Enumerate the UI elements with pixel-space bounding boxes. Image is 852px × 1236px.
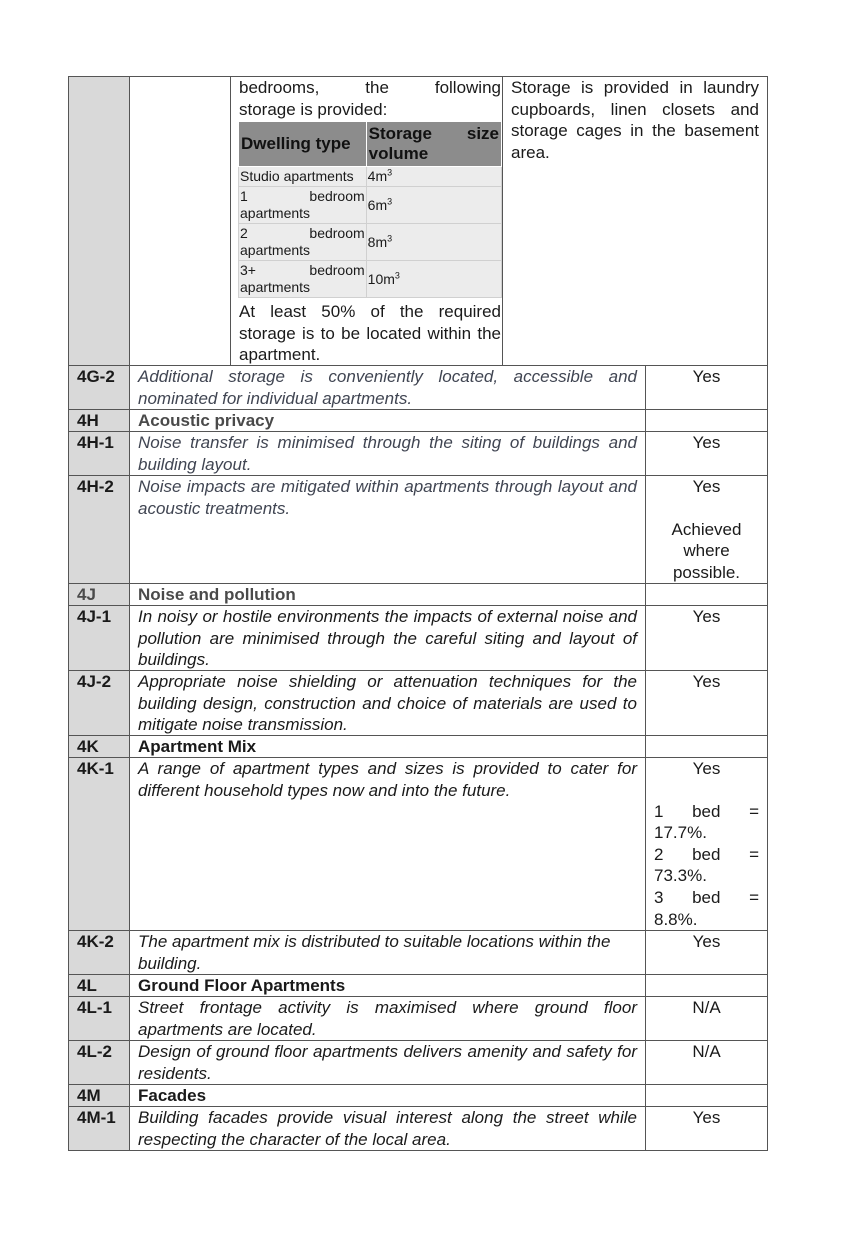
section-code: 4H (69, 410, 130, 431)
storage-size-cell: $8m^3$ (366, 224, 501, 261)
criterion-code: 4H-1 (69, 432, 130, 475)
response-cell: Yes (692, 932, 721, 951)
table-row (68, 432, 768, 476)
response-note: Achieved where possible. (671, 519, 742, 582)
section-heading: Ground Floor Apartments (130, 975, 646, 996)
dwelling-type-cell: 1 bedroom apartments (239, 187, 367, 224)
header-dwelling-type: Dwelling type (239, 122, 367, 167)
table-row (68, 606, 768, 671)
storage-footer-text: At least 50% of the required storage is to be located within the apartment. (239, 302, 501, 365)
criterion-text: The apartment mix is distributed to suitable locations within the building. (130, 931, 646, 974)
storage-response-cell: Storage is provided in laundry cupboards, linen closets and storage cages in the basement area. (511, 78, 759, 162)
criterion-code: 4J-1 (69, 606, 130, 670)
criterion-code: 4G-2 (69, 366, 130, 409)
apartment-mix-item: 1 bed = 17.7%. (654, 801, 759, 843)
response-cell: Yes (692, 367, 721, 386)
section-heading: Facades (130, 1085, 646, 1106)
section-heading-row (68, 736, 768, 758)
storage-size-cell: $6m^3$ (366, 187, 501, 224)
table-row (68, 758, 768, 931)
table-row (239, 261, 502, 298)
response-cell: N/A (692, 998, 721, 1017)
section-code: 4K (69, 736, 130, 757)
response-cell-empty (646, 975, 767, 996)
storage-row (68, 76, 768, 366)
table-row (68, 1041, 768, 1085)
table-row (239, 167, 502, 187)
adg-compliance-table (68, 76, 768, 1151)
dwelling-type-cell: 2 bedroom apartments (239, 224, 367, 261)
section-heading-row (68, 584, 768, 606)
criterion-text: Building facades provide visual interest along the street while respecting the character of the local area. (130, 1107, 646, 1150)
blank-cell (130, 77, 231, 365)
header-storage-size: Storage size volume (366, 122, 501, 167)
storage-intro-line1: bedrooms, the following (239, 78, 501, 97)
response-cell: Yes (692, 672, 721, 691)
criterion-text: In noisy or hostile environments the impacts of external noise and pollution are minimised through the careful siting and layout of buildings. (130, 606, 646, 670)
dwelling-type-cell: 3+ bedroom apartments (239, 261, 367, 298)
section-code: 4M (69, 1085, 130, 1106)
response-cell: Yes (692, 1108, 721, 1127)
response-cell (646, 476, 767, 583)
table-row (239, 224, 502, 261)
section-code: 4L (69, 975, 130, 996)
section-heading: Acoustic privacy (130, 410, 646, 431)
response-value: Yes (692, 477, 721, 496)
criterion-text: Street frontage activity is maximised where ground floor apartments are located. (130, 997, 646, 1040)
table-row (68, 671, 768, 736)
response-cell (646, 758, 767, 930)
table-row (68, 476, 768, 584)
table-row (68, 1107, 768, 1151)
section-heading-row (68, 975, 768, 997)
response-value: Yes (692, 759, 721, 778)
table-row (68, 366, 768, 410)
criterion-code: 4K-1 (69, 758, 130, 930)
storage-size-cell: $4m^3$ (366, 167, 501, 187)
response-cell-empty (646, 1085, 767, 1106)
criterion-code: 4M-1 (69, 1107, 130, 1150)
response-cell: Yes (692, 433, 721, 452)
section-heading-row (68, 410, 768, 432)
criterion-text: Appropriate noise shielding or attenuation techniques for the building design, construction and choice of materials are used to mitigate noise transmission. (130, 671, 646, 735)
table-row (68, 931, 768, 975)
dwelling-type-cell: Studio apartments (239, 167, 367, 187)
criterion-code: 4J-2 (69, 671, 130, 735)
storage-table-header (239, 122, 502, 167)
section-heading: Apartment Mix (130, 736, 646, 757)
section-heading: Noise and pollution (130, 584, 646, 605)
table-row (239, 187, 502, 224)
storage-volume-table (238, 121, 502, 298)
section-heading-row (68, 1085, 768, 1107)
code-cell-empty (69, 77, 130, 365)
storage-requirement-cell (230, 77, 503, 365)
criterion-code: 4K-2 (69, 931, 130, 974)
section-code: 4J (69, 584, 130, 605)
criterion-code: 4L-1 (69, 997, 130, 1040)
response-cell: Yes (692, 607, 721, 626)
storage-intro-line2: storage is provided: (239, 99, 388, 119)
criterion-text: Noise transfer is minimised through the siting of buildings and building layout. (130, 432, 646, 475)
apartment-mix-item: 2 bed = 73.3%. (654, 844, 759, 886)
criterion-text: Design of ground floor apartments delivers amenity and safety for residents. (130, 1041, 646, 1084)
response-cell-empty (646, 736, 767, 757)
criterion-text: Noise impacts are mitigated within apartments through layout and acoustic treatments. (130, 476, 646, 583)
criterion-code: 4L-2 (69, 1041, 130, 1084)
response-cell-empty (646, 410, 767, 431)
criterion-text: Additional storage is conveniently located, accessible and nominated for individual apartments. (130, 366, 646, 409)
apartment-mix-item: 3 bed = 8.8%. (654, 887, 759, 929)
criterion-code: 4H-2 (69, 476, 130, 583)
criterion-text: A range of apartment types and sizes is provided to cater for different household types now and into the future. (130, 758, 646, 930)
storage-size-cell: $10m^3$ (366, 261, 501, 298)
response-cell-empty (646, 584, 767, 605)
response-cell: N/A (692, 1042, 721, 1061)
table-row (68, 997, 768, 1041)
